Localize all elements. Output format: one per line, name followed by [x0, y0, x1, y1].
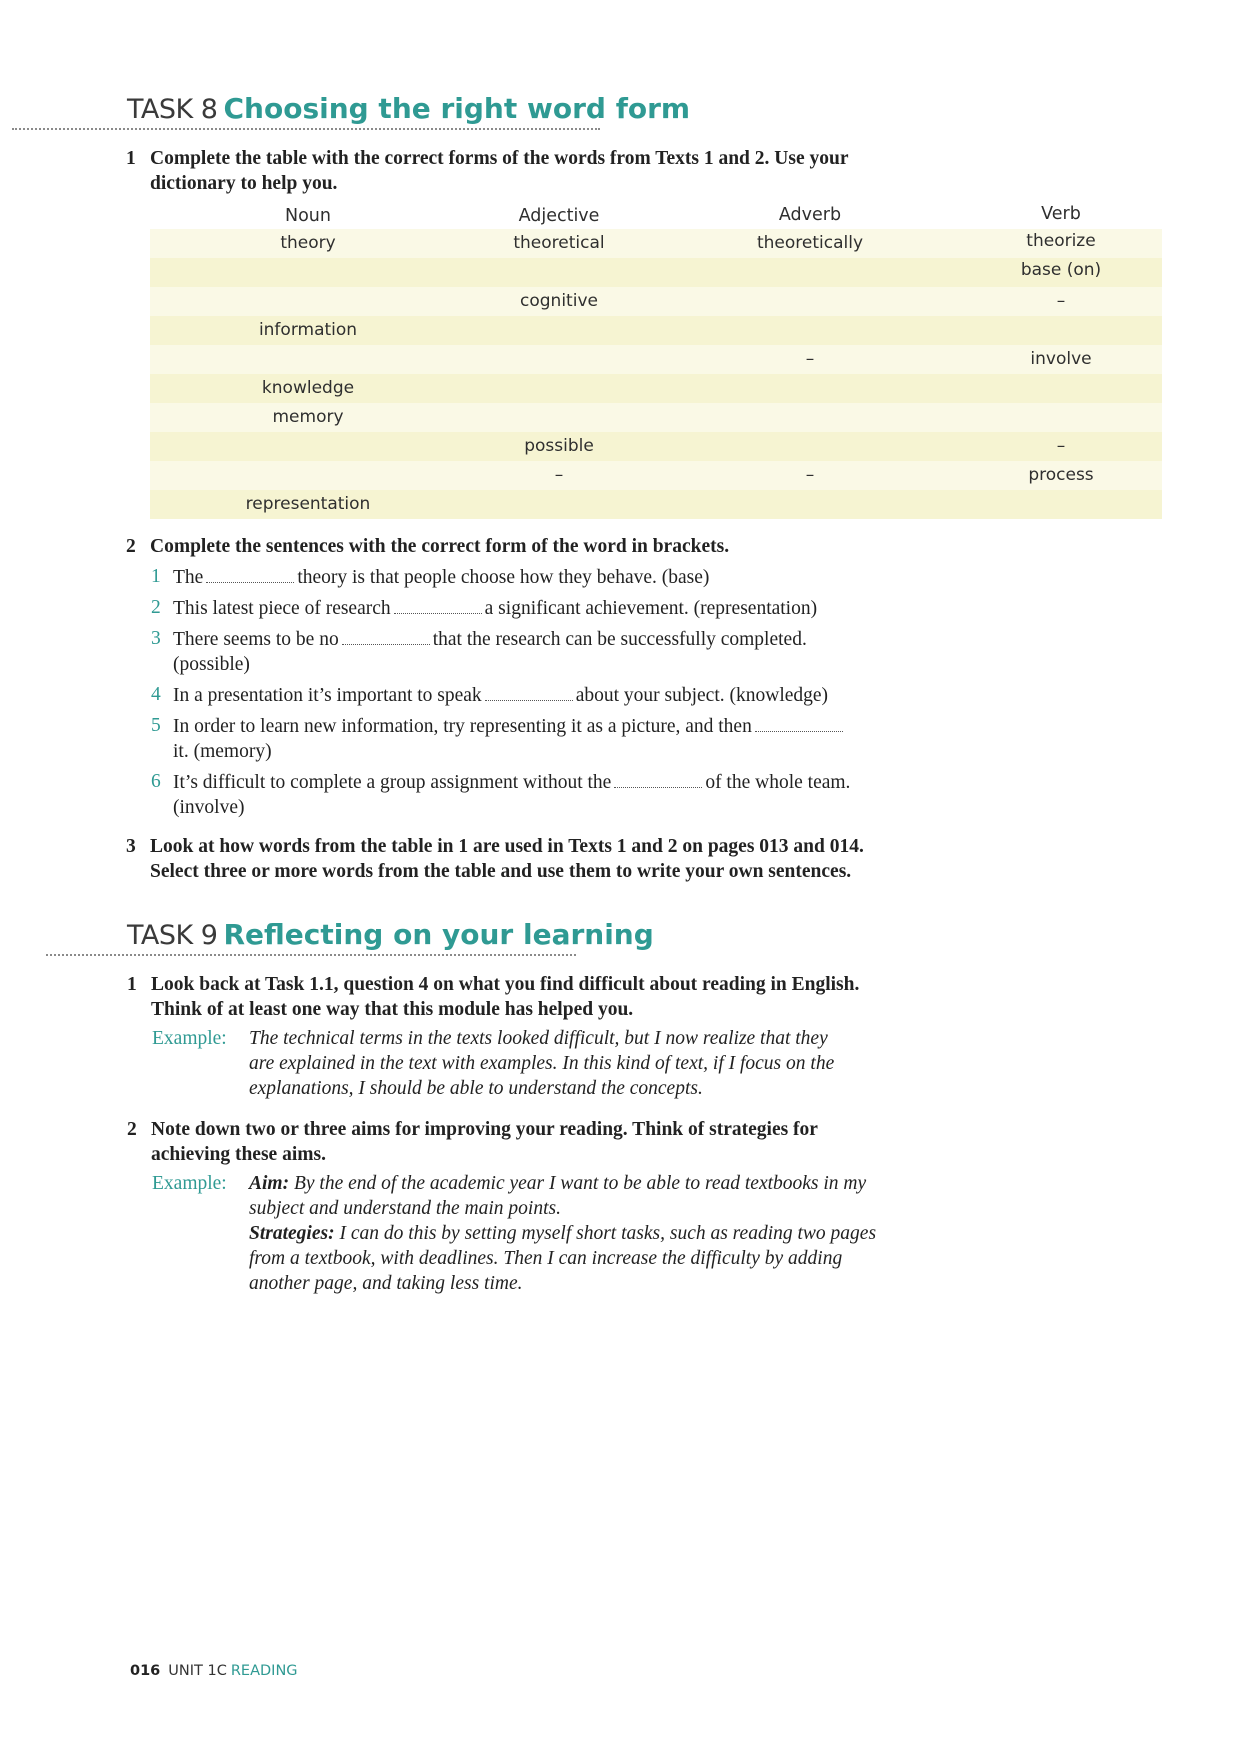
task8-heading: [127, 92, 690, 125]
table-header-verb: Verb: [1041, 204, 1081, 224]
task9-question-1: 1 Look back at Task 1.1, question 4 on what you find difficult about reading in English. Think of at least one way that this module has helped you.: [127, 974, 860, 1020]
sentence-item-2: 2 This latest piece of research a significant achievement. (representation): [151, 597, 818, 619]
answer-blank[interactable]: [485, 682, 573, 701]
table-row: knowledge: [150, 374, 1162, 403]
answer-blank[interactable]: [614, 769, 702, 788]
sentence-item-3: 3 There seems to be no that the research can be successfully completed. (possible): [151, 628, 807, 675]
example-text: The technical terms in the texts looked difficult, but I now realize that they are explained in the text with examples. In this kind of text, if I focus on the explanations, I should be able to understand the concepts.: [249, 1028, 835, 1099]
table-header-adjective: Adjective: [518, 206, 600, 226]
task9-heading: [127, 918, 654, 951]
task9-question-2: 2 Note down two or three aims for improving your reading. Think of strategies for achieving these aims.: [127, 1119, 818, 1165]
task8-title: Choosing the right word form: [223, 92, 691, 125]
page-footer: [130, 1663, 298, 1679]
sentence-item-5: 5 In order to learn new information, try representing it as a picture, and then it. (memory): [173, 713, 953, 764]
answer-blank[interactable]: [755, 713, 843, 732]
table-row: – – process: [150, 461, 1162, 490]
table-row: representation: [150, 490, 1162, 519]
task8-label: TASK 8: [127, 94, 218, 125]
table-row: theory theoretical theoretically theorize: [150, 229, 1162, 258]
sentence-item-4: 4 In a presentation it’s important to speak about your subject. (knowledge): [151, 684, 829, 706]
word-form-table: [150, 203, 1162, 519]
sentence-item-6: 6 It’s difficult to complete a group assignment without the of the whole team. (involve): [151, 771, 851, 818]
sentence-item-1: 1 The theory is that people choose how they behave. (base): [151, 566, 710, 588]
task8-divider: [12, 128, 600, 130]
table-row: possible –: [150, 432, 1162, 461]
answer-blank[interactable]: [342, 626, 430, 645]
task8-question-1: 1 Complete the table with the correct forms of the words from Texts 1 and 2. Use your dictionary to help you.: [126, 148, 849, 194]
table-row: memory: [150, 403, 1162, 432]
strategies-label: Strategies:: [249, 1223, 335, 1244]
table-row: cognitive –: [150, 287, 1162, 316]
answer-blank[interactable]: [206, 564, 294, 583]
section-label: READING: [230, 1663, 298, 1679]
task8-question-3: 3 Look at how words from the table in 1 are used in Texts 1 and 2 on pages 013 and 014. Select three or more words from the table and use them to write your own sentences.: [126, 836, 864, 882]
answer-blank[interactable]: [394, 595, 482, 614]
example-text: Aim: By the end of the academic year I want to be able to read textbooks in my subject and understand the main points. Strategies: I can do this by setting myself short tasks, such as reading two pages from a textbook, with deadlines. Then I can increase the difficulty by adding another page, and taking less time.: [249, 1173, 877, 1294]
page-number: 016: [130, 1663, 161, 1679]
table-row: base (on): [150, 258, 1162, 287]
task8-question-2: 2 Complete the sentences with the correct form of the word in brackets.: [126, 536, 730, 557]
task9-label: TASK 9: [127, 920, 218, 951]
table-row: – involve: [150, 345, 1162, 374]
example-label: Example:: [152, 1173, 227, 1194]
table-header-noun: Noun: [285, 206, 331, 226]
task9-divider: [46, 954, 576, 956]
task9-title: Reflecting on your learning: [223, 918, 654, 951]
unit-label: UNIT 1C: [168, 1663, 227, 1679]
example-label: Example:: [152, 1028, 227, 1049]
table-header-adverb: Adverb: [778, 205, 842, 225]
table-row: information: [150, 316, 1162, 345]
aim-label: Aim:: [249, 1173, 290, 1194]
